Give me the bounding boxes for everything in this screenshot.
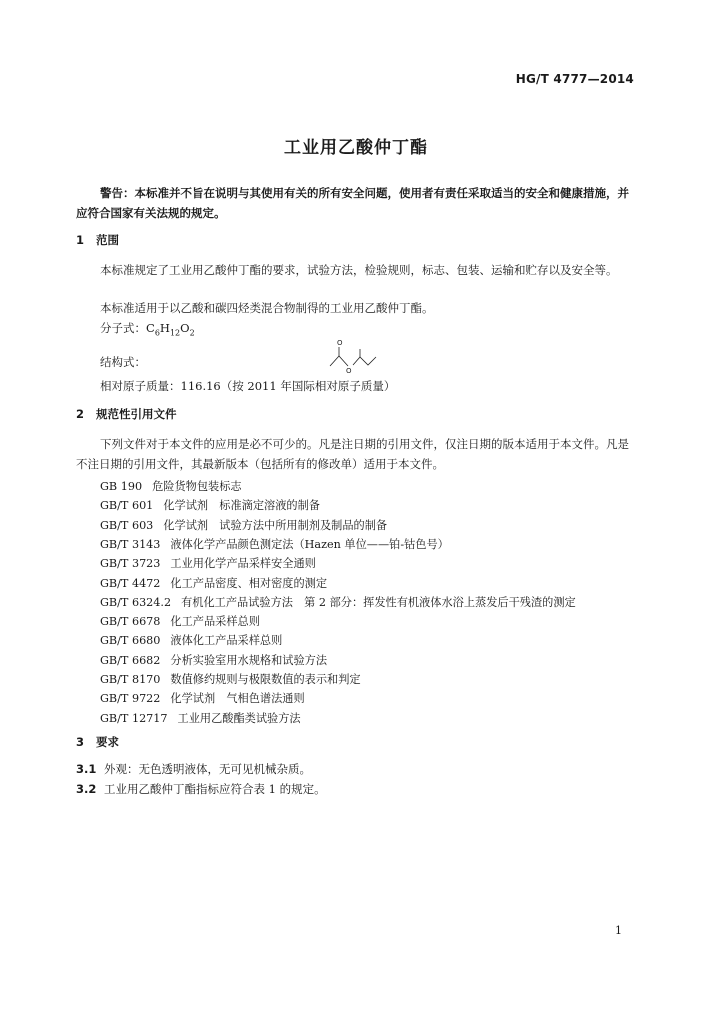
reference-item [100,555,316,571]
structural-formula-diagram [326,338,386,374]
requirement-text: 外观：无色透明液体，无可见机械杂质。 [104,762,311,776]
page-number: 1 [615,924,622,937]
reference-title: 工业用乙酸酯类试验方法 [177,711,301,725]
section-title: 要求 [96,735,119,749]
warning-notice: 警告：本标准并不旨在说明与其使用有关的所有安全问题，使用者有责任采取适当的安全和健康措施，并应符合国家有关法规的规定。 [76,186,629,220]
reference-code: GB/T 6324.2 [100,595,172,609]
reference-title: 危险货物包装标志 [152,480,242,493]
reference-code: GB/T 6682 [100,653,161,667]
structural-formula-label: 结构式： [100,355,146,369]
reference-title: 化学试剂 标准滴定溶液的制备 [163,499,320,513]
references-intro: 下列文件对于本文件的应用是必不可少的。凡是注日期的引用文件，仅注日期的版本适用于本文件。凡是不注日期的引用文件，其最新版本（包括所有的修改单）适用于本文件。 [76,437,629,471]
formula-label: 分子式： [100,321,146,335]
reference-code: GB/T 12717 [100,711,168,725]
reference-code: GB/T 603 [100,518,154,532]
formula-h-sub: 12 [169,328,181,338]
standard-code: HG/T 4777—2014 [515,72,634,86]
formula-c-sub: 6 [154,328,160,338]
requirement-item [76,761,311,777]
reference-title: 化学试剂 试验方法中所用制剂及制品的制备 [163,518,388,532]
reference-code: GB/T 3143 [100,537,161,551]
reference-code: GB/T 6680 [100,634,161,648]
reference-title: 工业用化学产品采样安全通则 [170,557,316,571]
reference-title: 液体化学产品颜色测定法（Hazen 单位——铂-钴色号） [170,537,449,551]
document-title: 工业用乙酸仲丁酯 [284,138,428,158]
reference-code: GB 190 [100,480,143,493]
reference-code: GB/T 9722 [100,692,161,706]
reference-item [100,690,305,706]
reference-item [100,710,301,726]
requirement-item [76,781,326,797]
reference-item [100,517,387,533]
reference-title: 液体化工产品采样总则 [170,634,283,648]
reference-item [100,497,320,513]
formula-c: C [146,321,155,335]
section-1-heading [76,232,119,248]
formula-h: H [159,321,170,335]
reference-title: 分析实验室用水规格和试验方法 [170,653,328,667]
requirement-number: 3.2 [76,782,97,796]
section-number: 2 [76,407,85,421]
reference-code: GB/T 4472 [100,576,161,590]
section-number: 3 [76,735,85,749]
section-3-heading [76,734,119,750]
reference-code: GB/T 8170 [100,673,161,686]
reference-code: GB/T 6678 [100,615,161,629]
scope-paragraph-2: 本标准适用于以乙酸和碳四烃类混合物制得的工业用乙酸仲丁酯。 [100,301,434,315]
reference-title: 化工产品密度、相对密度的测定 [170,576,328,590]
section-2-heading [76,406,177,422]
reference-code: GB/T 601 [100,499,154,513]
molecular-formula [100,320,195,337]
acetyl-backbone [330,356,348,366]
reference-item [100,613,260,629]
section-title: 规范性引用文件 [96,407,177,421]
reference-title: 化学试剂 气相色谱法通则 [170,692,305,706]
scope-paragraph-1: 本标准规定了工业用乙酸仲丁酯的要求，试验方法，检验规则，标志、包装、运输和贮存以及安全等。 [100,263,618,277]
butyl-chain [353,357,376,365]
section-title: 范围 [96,233,119,247]
relative-molecular-mass: 相对原子质量：116.16（按 2011 年国际相对原子质量） [100,379,396,393]
requirement-text: 工业用乙酸仲丁酯指标应符合表 1 的规定。 [104,782,326,796]
carbonyl-oxygen-label: O [337,339,343,347]
requirement-number: 3.1 [76,762,97,776]
reference-title: 有机化工产品试验方法 第 2 部分：挥发性有机液体水浴上蒸发后干残渣的测定 [181,595,576,609]
reference-item [100,594,576,610]
ester-oxygen-label: O [346,367,352,374]
formula-o-sub: 2 [189,328,195,338]
reference-item [100,671,361,687]
reference-code: GB/T 3723 [100,557,161,571]
section-number: 1 [76,233,85,247]
reference-item [100,652,327,668]
reference-item [100,632,282,648]
formula-o: O [180,321,190,335]
reference-title: 化工产品采样总则 [170,615,260,629]
reference-item [100,536,449,552]
reference-item [100,575,327,591]
reference-title: 数值修约规则与极限数值的表示和判定 [170,673,361,686]
reference-item [100,478,242,494]
